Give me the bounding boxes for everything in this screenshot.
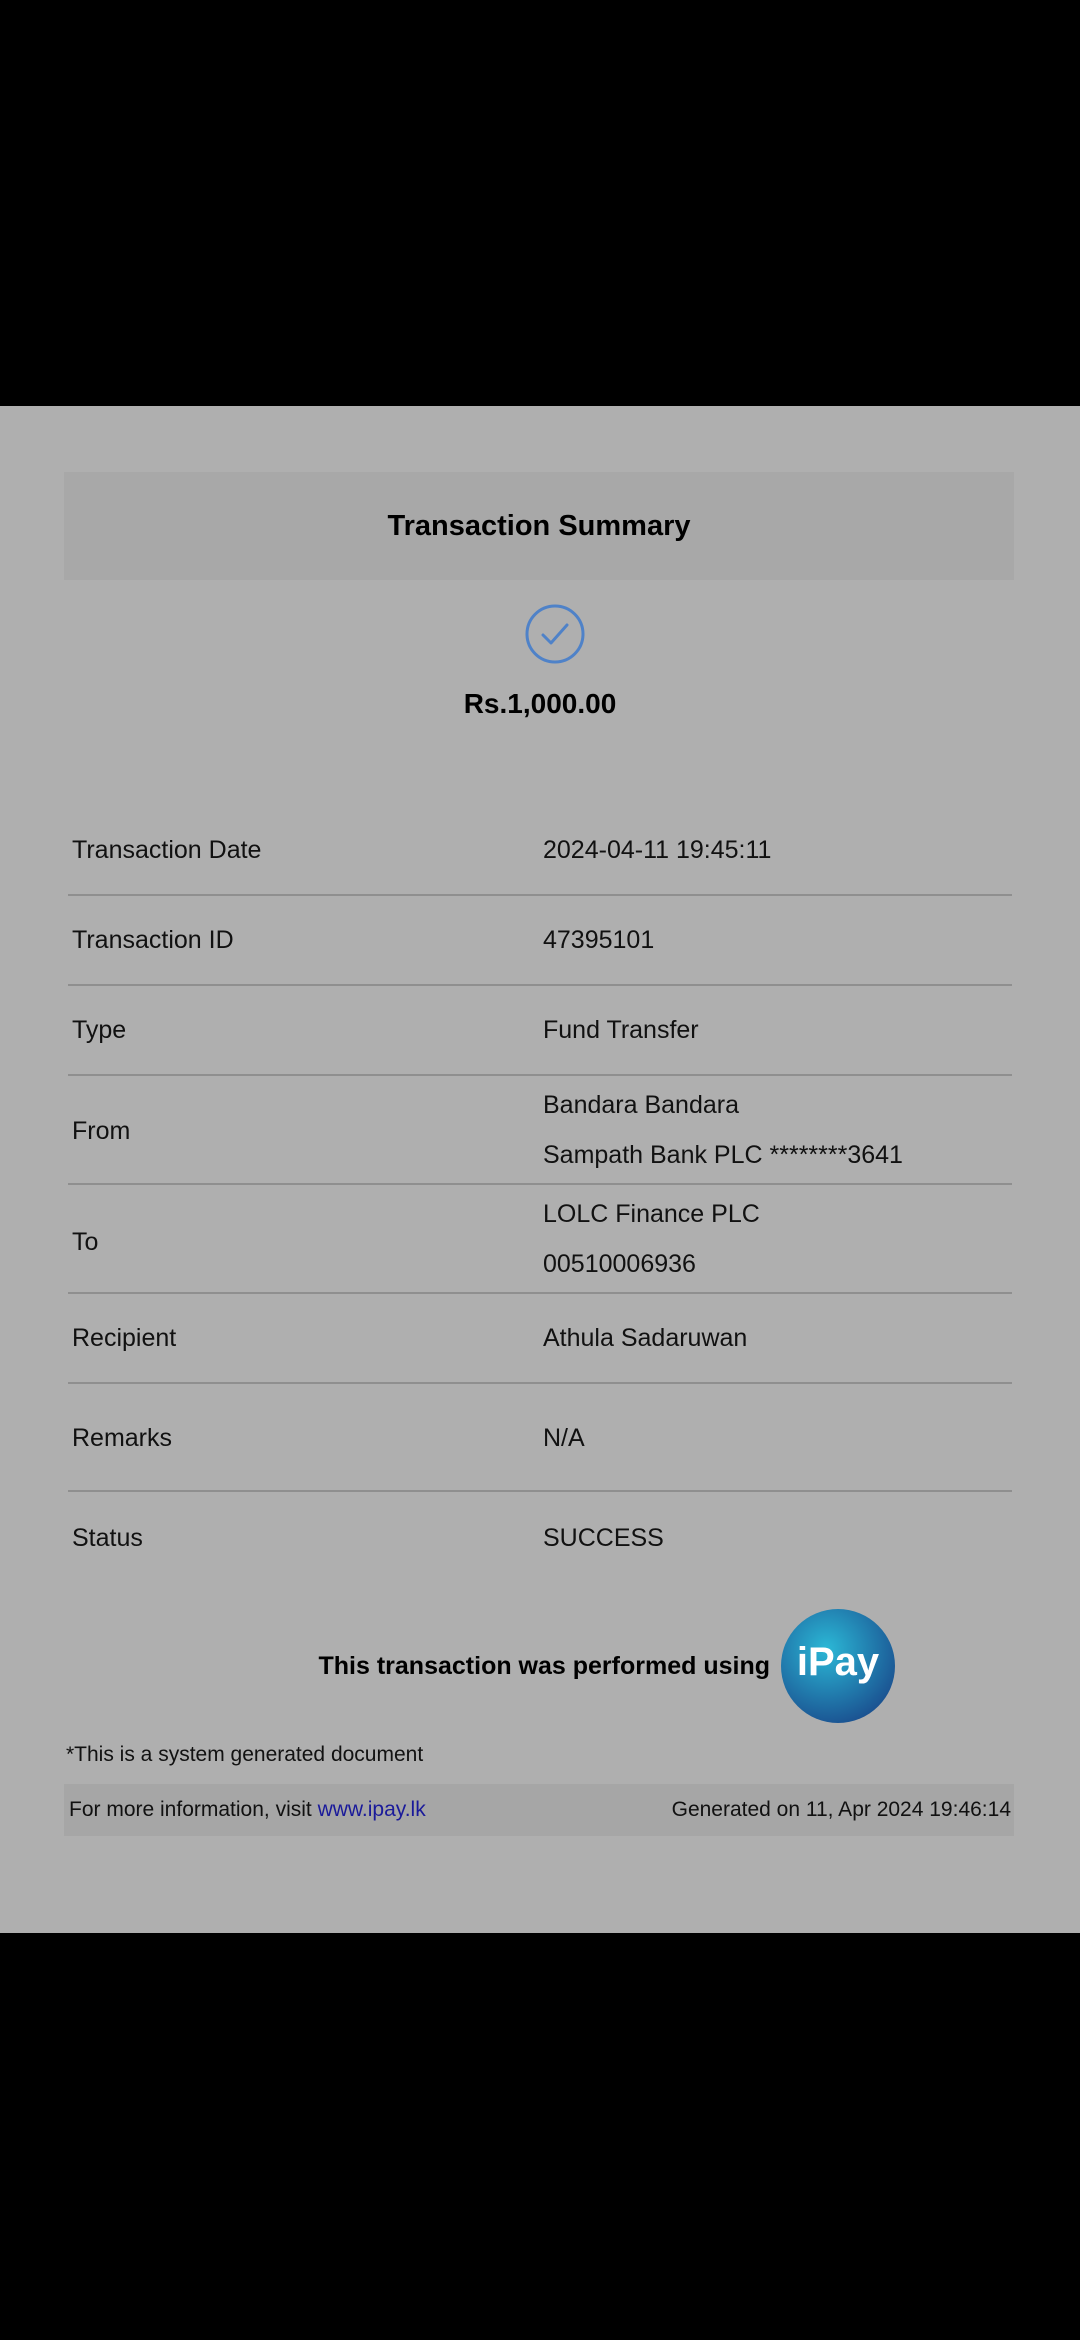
system-note: *This is a system generated document <box>66 1743 424 1766</box>
row-to <box>68 1185 1012 1294</box>
row-label: Transaction ID <box>72 926 234 954</box>
from-account: Sampath Bank PLC ********3641 <box>543 1141 903 1169</box>
row-from <box>68 1076 1012 1185</box>
row-label: From <box>72 1117 131 1145</box>
row-recipient <box>68 1294 1012 1384</box>
row-value: Fund Transfer <box>543 1016 699 1044</box>
row-label: To <box>72 1228 99 1256</box>
row-label: Remarks <box>72 1424 173 1452</box>
row-status <box>68 1492 1012 1584</box>
row-transaction-date <box>68 806 1012 896</box>
row-value: N/A <box>543 1424 585 1452</box>
row-value: 2024-04-11 19:45:11 <box>543 836 772 864</box>
page-title: Transaction Summary <box>387 509 691 542</box>
website-link[interactable]: www.ipay.lk <box>317 1798 426 1821</box>
performed-using <box>0 1606 1080 1726</box>
performed-text: This transaction was performed using <box>318 1652 770 1680</box>
top-dark-area <box>0 0 1080 406</box>
footer-info-prefix: For more information, visit <box>69 1798 312 1821</box>
svg-text:iPay: iPay <box>796 1640 880 1684</box>
status-value: SUCCESS <box>543 1524 664 1552</box>
footer-bar <box>64 1784 1014 1836</box>
generated-timestamp: Generated on 11, Apr 2024 19:46:14 <box>671 1798 1011 1821</box>
row-value: 47395101 <box>543 926 655 954</box>
transaction-receipt <box>0 406 1080 1933</box>
row-label: Status <box>72 1524 143 1552</box>
bottom-dark-area <box>0 1933 1080 2340</box>
row-transaction-id <box>68 896 1012 986</box>
to-account: 00510006936 <box>543 1250 696 1278</box>
row-label: Type <box>72 1016 127 1044</box>
row-type <box>68 986 1012 1076</box>
header-band <box>64 472 1014 580</box>
from-name: Bandara Bandara <box>543 1091 739 1119</box>
row-label: Recipient <box>72 1324 177 1352</box>
row-label: Transaction Date <box>72 836 262 864</box>
ipay-logo <box>780 1608 896 1724</box>
footer-info <box>69 1784 426 1836</box>
check-circle-icon <box>524 603 586 665</box>
row-remarks <box>68 1384 1012 1492</box>
transaction-amount: Rs.1,000.00 <box>463 688 617 719</box>
to-name: LOLC Finance PLC <box>543 1200 760 1228</box>
row-value: Athula Sadaruwan <box>543 1324 748 1352</box>
